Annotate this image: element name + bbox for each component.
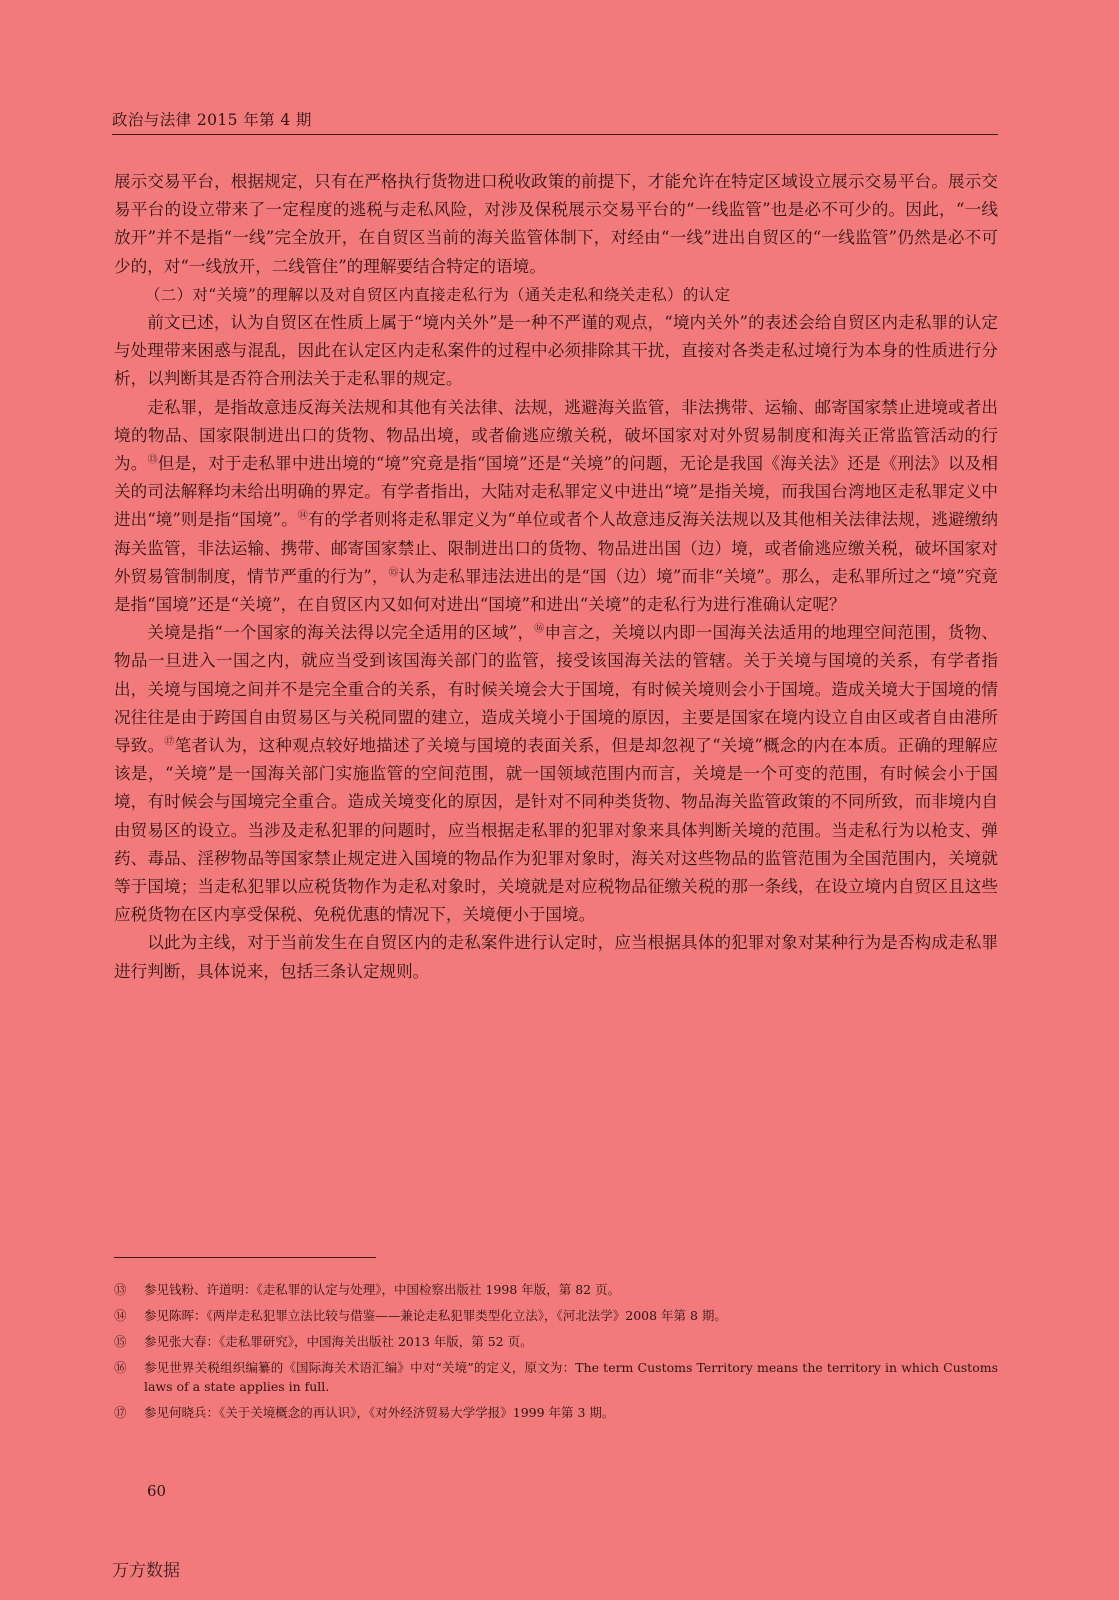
footnote: [114, 1358, 998, 1396]
paragraph-text: 认为走私罪违法进出的是“国（边）境”而非“关境”。那么，走私罪所过之“境”究竟是指“国境”还是“关境”，在自贸区内又如何对进出“国境”和进出“关境”的走私行为进行准确认定呢？: [114, 566, 999, 615]
running-header: 政治与法律 2015 年第 4 期: [112, 111, 312, 129]
paragraph-text: 关境是指“一个国家的海关法得以完全适用的区域”，: [147, 623, 535, 643]
footnote-text: 参见张大春：《走私罪研究》，中国海关出版社 2013 年版，第 52 页。: [144, 1334, 533, 1349]
footnote-number: ⑭: [114, 1308, 127, 1323]
footnote-number: ⑬: [114, 1282, 127, 1297]
paragraph-text: 走私罪，是指故意违反海关法规和其他有关法律、法规，逃避海关监管，非法携带、运输、邮寄国家禁止进境或者出境的物品、国家限制进出口的货物、物品出境，或者偷逃应缴关税，破坏国家对对外贸易制度和海关正常监管活动的行为。: [114, 397, 998, 474]
section-subheading: （二）对“关境”的理解以及对自贸区内直接走私行为（通关走私和绕关走私）的认定: [145, 285, 731, 304]
footnote-number: ⑯: [114, 1360, 127, 1375]
watermark: 万方数据: [112, 1561, 180, 1581]
footnote-text: 参见世界关税组织编纂的《国际海关术语汇编》中对“关境”的定义，原文为：The term Customs Territory means the territory in which Customs laws of a state applies in full.: [144, 1360, 998, 1394]
header-divider: [112, 134, 998, 135]
footnote: [114, 1332, 998, 1351]
footnote-number: ⑮: [114, 1334, 127, 1349]
paragraph: 以此为主线，对于当前发生在自贸区内的走私案件进行认定时，应当根据具体的犯罪对象对某种行为是否构成走私罪进行判断，具体说来，包括三条认定规则。: [114, 933, 998, 981]
paragraph-text: 有的学者则将走私罪定义为“单位或者个人故意违反海关法规以及其他相关法律法规，逃避缴纳海关监管，非法运输、携带、邮寄国家禁止、限制进出口的货物、物品进出国（边）境，或者偷逃应缴关税，破坏国家对外贸易管制制度，情节严重的行为”，: [114, 510, 999, 586]
paragraph: [114, 619, 998, 929]
footnote-ref: ⑬: [147, 454, 158, 466]
footnote-text: 参见钱粉、许道明：《走私罪的认定与处理》，中国检察出版社 1998 年版，第 82 页。: [144, 1282, 621, 1297]
article-body: [114, 168, 998, 986]
footnotes: [114, 1280, 998, 1429]
paragraph: 前文已述，认为自贸区在性质上属于“境内关外”是一种不严谨的观点，“境内关外”的表述会给自贸区内走私罪的认定与处理带来困惑与混乱，因此在认定区内走私案件的过程中必须排除其干扰，直接对各类走私过境行为本身的性质进行分析，以判断其是否符合刑法关于走私罪的规定。: [114, 313, 998, 389]
paragraph-text: 但是，对于走私罪中进出境的“境”究竟是指“国境”还是“关境”的问题，无论是我国《海关法》还是《刑法》以及相关的司法解释均未给出明确的界定。有学者指出，大陆对走私罪定义中进出“境”是指关境，而我国台湾地区走私罪定义中进出“境”则是指“国境”。: [114, 454, 999, 530]
footnote-text: 参见何晓兵：《关于关境概念的再认识》，《对外经济贸易大学学报》1999 年第 3 期。: [144, 1405, 615, 1420]
footnote: [114, 1280, 998, 1299]
footnote-ref: ⑭: [297, 510, 308, 522]
footnote: [114, 1403, 998, 1422]
footnote: [114, 1306, 998, 1325]
page-number: 60: [147, 1482, 167, 1500]
footnote-ref: ⑰: [164, 736, 175, 748]
paragraph-text: 笔者认为，这种观点较好地描述了关境与国境的表面关系，但是却忽视了“关境”概念的内在本质。正确的理解应该是，“关境”是一国海关部门实施监管的空间范围，就一国领域范围内而言，关境是一个可变的范围，有时候会小于国境，有时候会与国境完全重合。造成关境变化的原因，是针对不同种类货物、物品海关监管政策的不同所致，而非境内自由贸易区的设立。当涉及走私犯罪的问题时，应当根据走私罪的犯罪对象来具体判断关境的范围。当走私行为以枪支、弹药、毒品、淫秽物品等国家禁止规定进入国境的物品作为犯罪对象时，海关对这些物品的监管范围为全国范围内，关境就等于国境；当走私犯罪以应税货物作为走私对象时，关境就是对应税物品征缴关税的那一条线，在设立境内自贸区且这些应税货物在区内享受保税、免税优惠的情况下，关境便小于国境。: [114, 736, 998, 925]
footnote-divider: [114, 1257, 376, 1258]
footnote-number: ⑰: [114, 1405, 127, 1420]
footnote-ref: ⑯: [534, 623, 545, 635]
paragraph: [114, 394, 998, 620]
paragraph-continued: 展示交易平台，根据规定，只有在严格执行货物进口税收政策的前提下，才能允许在特定区域设立展示交易平台。展示交易平台的设立带来了一定程度的逃税与走私风险，对涉及保税展示交易平台的“一线监管”也是必不可少的。因此，“一线放开”并不是指“一线”完全放开，在自贸区当前的海关监管体制下，对经由“一线”进出自贸区的“一线监管”仍然是必不可少的，对“一线放开，二线管住”的理解要结合特定的语境。: [114, 172, 998, 276]
footnote-text: 参见陈晖：《两岸走私犯罪立法比较与借鉴——兼论走私犯罪类型化立法》，《河北法学》2008 年第 8 期。: [144, 1308, 727, 1323]
footnote-ref: ⑮: [388, 567, 399, 579]
paragraph-text: 申言之，关境以内即一国海关法适用的地理空间范围，货物、物品一旦进入一国之内，就应当受到该国海关部门的监管，接受该国海关法的管辖。关于关境与国境的关系，有学者指出，关境与国境之间并不是完全重合的关系，有时候关境会大于国境，有时候关境则会小于国境。造成关境大于国境的情况往往是由于跨国自由贸易区与关税同盟的建立，造成关境小于国境的原因，主要是国家在境内设立自由区或者自由港所导致。: [114, 623, 999, 756]
